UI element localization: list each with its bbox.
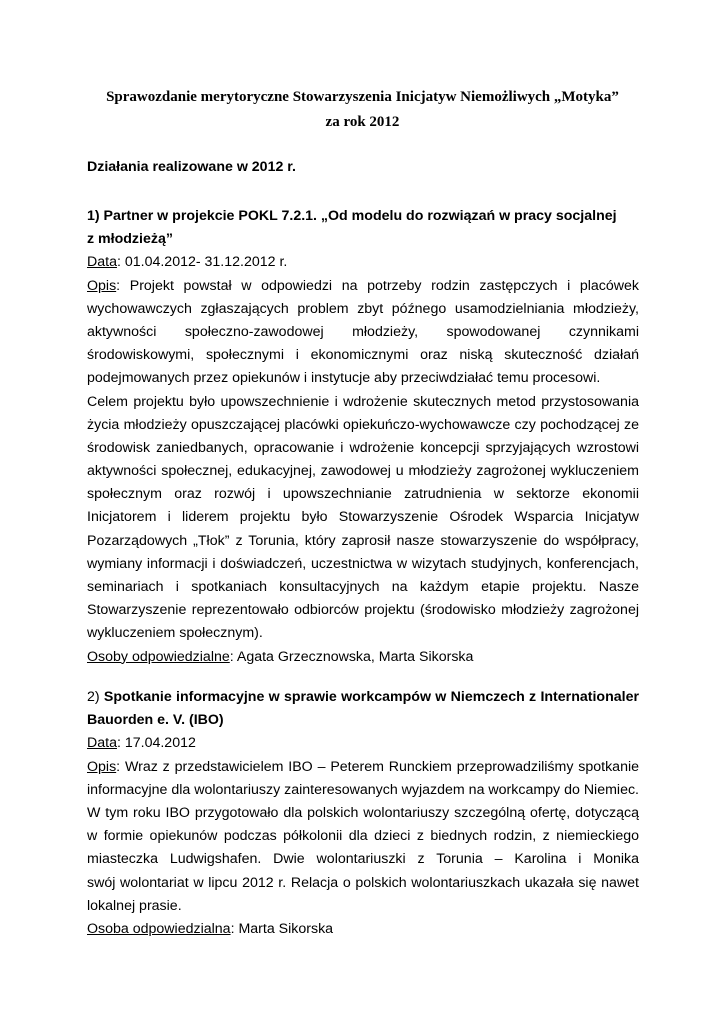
section-1: [87, 205, 639, 669]
section-1-body-line: życia młodzieży opuszczającej placówki opiekuńczo-wychowawcze czy pochodzącej ze: [87, 416, 639, 433]
section-2-body-line: informacyjne dla wolontariuszy zainteresowanych wyjazdem na workcampy do Niemiec.: [87, 781, 639, 798]
section-2-number: 2): [87, 689, 104, 705]
section-1-body-line: [87, 275, 639, 298]
section-heading: Działania realizowane w 2012 r.: [87, 159, 296, 175]
section-2-body-line: w formie opiekunów podczas półkolonii dla dzieci z biednych rodzin, z niemieckiego: [87, 828, 639, 845]
section-2-body-line: [87, 756, 639, 779]
opis-label: Opis: [87, 277, 117, 294]
section-1-title-line: 1) Partner w projekcie POKL 7.2.1. „Od modelu do rozwiązań w pracy socjalnej: [87, 208, 617, 224]
document-subtitle: za rok 2012: [325, 114, 400, 130]
section-2-title: Spotkanie informacyjne w sprawie workcampów w Niemczech z Internationaler: [103, 689, 639, 705]
document-title: Sprawozdanie merytoryczne Stowarzyszenia Inicjatyw Niemożliwych „Motyka”: [106, 89, 619, 105]
opis-label: Opis: [87, 758, 117, 775]
date-label: Data: [87, 735, 117, 752]
section-1-body-line: wychowawczych zgłaszających problem zbyt późnego usamodzielniania młodzieży,: [87, 300, 639, 317]
section-1-body-line: środowiskowymi, społecznymi i ekonomicznymi oraz niską skuteczność działań: [87, 347, 639, 364]
section-1-body-line: aktywności społeczno-zawodowej młodzieży, spowodowanej czynnikami: [87, 323, 639, 340]
section-1-body-line: seminariach i spotkaniach konsultacyjnych na każdym etapie projektu. Nasze: [87, 579, 639, 595]
section-1-body-line: środowisk zaniedbanych, opracowanie i wdrożenie koncepcji sprzyjających wzrostowi: [87, 439, 639, 456]
section-1-body-line: Celem projektu było upowszechnienie i wdrożenie skutecznych metod przystosowania: [87, 393, 639, 410]
person-label: Osoba odpowiedzialna: [87, 920, 231, 937]
section-1-body-line: społecznym oraz rozwój i upowszechnianie zatrudnienia w sektorze ekonomii: [87, 486, 639, 503]
section-1-body-line: Pozarządowych „Tłok” z Torunia, który zaprosił nasze stowarzyszenie do współpracy,: [87, 532, 639, 549]
section-1-body-line: podejmowanych przez opiekunów i instytucje aby przeciwdziałać temu procesowi.: [87, 370, 601, 387]
person-value: : Marta Sikorska: [230, 920, 334, 937]
section-2-body-line: swój wolontariat w lipcu 2012 r. Relacja o polskich wolontariuszkach ukazała się nawet: [87, 874, 639, 891]
section-2-person: [87, 918, 639, 941]
section-2-body-line: miasteczka Ludwigshafen. Dwie wolontariuszki z Torunia – Karolina i Monika: [87, 851, 639, 868]
section-1-persons: [87, 646, 639, 669]
section-2-body-line: lokalnej prasie.: [87, 897, 182, 914]
section-1-body-line: Inicjatorem i liderem projektu było Stowarzyszenie Ośrodek Wsparcia Inicjatyw: [87, 509, 639, 526]
date-label: Data: [87, 254, 117, 271]
section-2-title-line: Bauorden e. V. (IBO): [87, 712, 224, 729]
section-1-body-line: Stowarzyszenie reprezentowało odbiorców projektu (środowisko młodzieży zagrożonej: [87, 602, 639, 619]
section-1-title-line: z młodzieżą”: [87, 231, 173, 248]
persons-label: Osoby odpowiedzialne: [87, 648, 230, 665]
date-value: : 17.04.2012: [116, 735, 196, 752]
date-value: : 01.04.2012- 31.12.2012 r.: [116, 254, 288, 271]
section-2-title-line: [87, 686, 639, 709]
section-1-date: [87, 251, 639, 274]
persons-value: : Agata Grzecznowska, Marta Sikorska: [229, 648, 474, 665]
body-text: : Projekt powstał w odpowiedzi na potrzeby rodzin zastępczych i placówek: [116, 277, 639, 294]
section-2-body-line: W tym roku IBO przygotowało dla polskich wolontariuszy szczególną ofertę, dotyczącą: [87, 804, 639, 821]
section-1-body-line: wymiany informacji i doświadczeń, uczestnictwa w wizytach studyjnych, konferencjach,: [87, 555, 639, 572]
section-2: [87, 686, 639, 941]
body-text: : Wraz z przedstawicielem IBO – Peterem Runckiem przeprowadziliśmy spotkanie: [116, 758, 639, 775]
section-2-date: [87, 732, 639, 755]
section-1-body-line: wykluczeniem społecznym).: [87, 625, 263, 642]
section-1-body-line: aktywności społecznej, edukacyjnej, zawodowej u młodzieży zagrożonej wykluczeniem: [87, 463, 639, 480]
